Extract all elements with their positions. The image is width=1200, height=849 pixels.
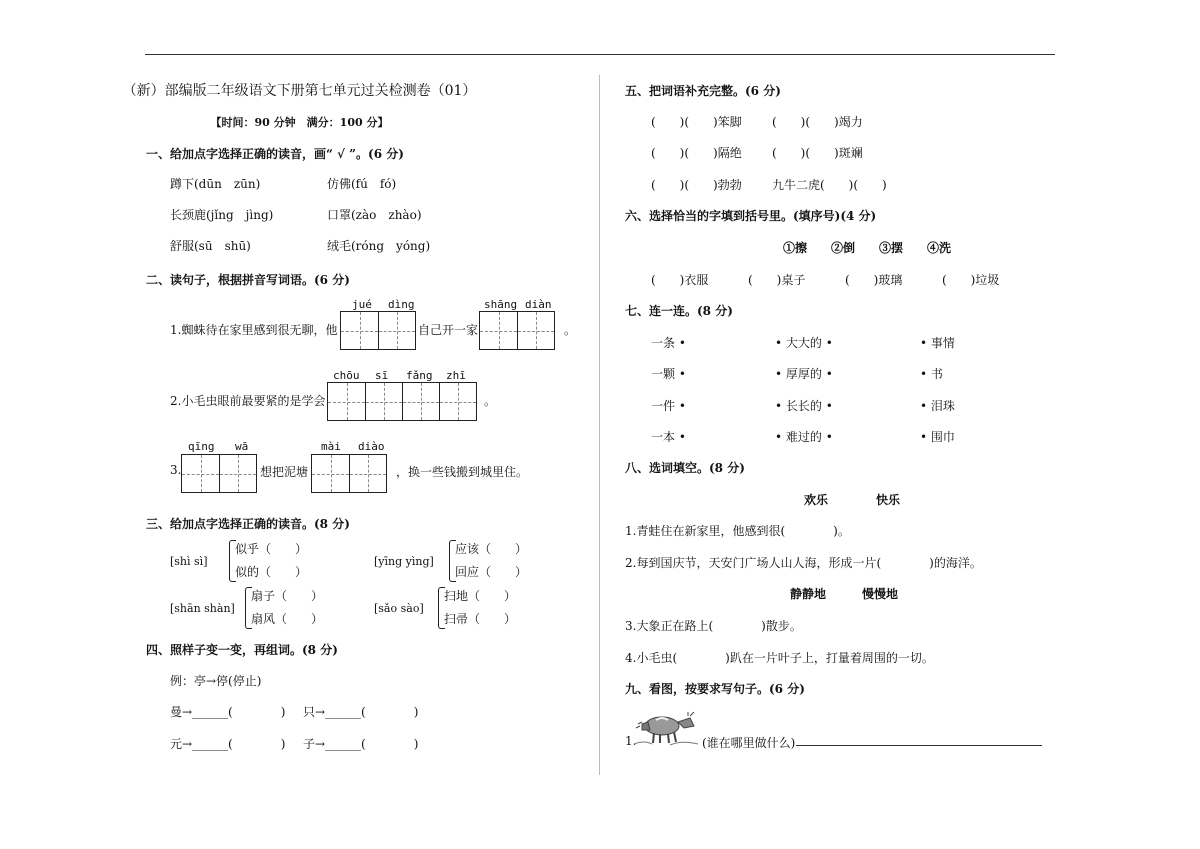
section-8-heading: 八、选词填空。(8 分)	[625, 461, 745, 475]
match-left: 一件	[651, 399, 676, 413]
sec5-item[interactable]: ( )( )勃勃	[651, 178, 742, 192]
sec1-item: 舒服(sū shū)	[170, 239, 251, 253]
writing-grid-5[interactable]	[311, 454, 387, 493]
sec4-item[interactable]: 元→______( )	[170, 737, 286, 751]
section-7-heading: 七、连一连。(8 分)	[625, 304, 733, 318]
polyphone-word[interactable]: 应该（ ）	[455, 542, 528, 556]
sentence-2-start: 2.小毛虫眼前最要紧的是学会	[170, 394, 326, 408]
pinyin-label: chōu	[333, 369, 360, 382]
pinyin-label: wā	[235, 440, 249, 453]
sec6-item[interactable]: ( )桌子	[748, 273, 806, 287]
pinyin-label: fǎng	[406, 369, 433, 382]
sec1-item: 绒毛(róng yóng)	[327, 239, 431, 253]
pinyin-label: jué	[352, 298, 372, 311]
answer-line[interactable]	[796, 744, 1042, 746]
sec9-prompt: (谁在哪里做什么)	[702, 736, 796, 750]
sec1-item: 仿佛(fú fó)	[327, 177, 397, 191]
section-9-heading: 九、看图，按要求写句子。(6 分)	[625, 682, 805, 696]
match-right: 泪珠	[930, 399, 955, 413]
polyphone-word[interactable]: 扫地（ ）	[444, 589, 517, 603]
sec6-item[interactable]: ( )衣服	[651, 273, 709, 287]
pinyin-label: shāng	[484, 298, 518, 311]
match-right: 围巾	[930, 430, 955, 444]
sec9-number: 1.	[625, 734, 637, 748]
sec6-item[interactable]: ( )玻璃	[845, 273, 903, 287]
match-mid: 长长的	[785, 399, 822, 413]
sentence-3-start: 3.	[170, 463, 182, 477]
match-left: 一颗	[651, 367, 676, 381]
sec5-item[interactable]: 九牛二虎( )( )	[772, 178, 887, 192]
pinyin-label: sī	[375, 369, 389, 382]
column-divider	[599, 75, 600, 775]
sec6-options: ①擦 ②倒 ③摆 ④洗	[783, 241, 952, 255]
pinyin-label: dìng	[388, 298, 415, 311]
sec8-words-2: 静静地 慢慢地	[790, 587, 899, 601]
sec4-item[interactable]: 曼→______( )	[170, 705, 286, 719]
pinyin-label: mài	[321, 440, 341, 453]
match-right: 事情	[930, 336, 955, 350]
sec5-item[interactable]: ( )( )竭力	[772, 115, 863, 129]
sentence-2-end: 。	[484, 394, 497, 408]
section-4-heading: 四、照样子变一变，再组词。(8 分)	[146, 643, 338, 657]
sentence-3-end: ，换一些钱搬到城里住。	[396, 465, 529, 479]
match-left: 一本	[651, 430, 676, 444]
sec6-item[interactable]: ( )垃圾	[942, 273, 1000, 287]
sec8-question[interactable]: 1.青蛙住在新家里，他感到很( )。	[625, 524, 850, 538]
polyphone-word[interactable]: 似乎（ ）	[235, 542, 308, 556]
section-3-heading: 三、给加点字选择正确的读音。(8 分)	[146, 517, 350, 531]
match-left: 一条	[651, 336, 676, 350]
sentence-1-start: 1.蜘蛛待在家里感到很无聊，他	[170, 323, 338, 337]
exam-info: 【时间：90 分钟 满分：100 分】	[210, 116, 389, 129]
section-5-heading: 五、把词语补充完整。(6 分)	[625, 84, 781, 98]
page-title: （新）部编版二年级语文下册第七单元过关检测卷（01）	[122, 83, 477, 99]
sentence-3-mid: 想把泥塘	[260, 465, 309, 479]
sec8-question[interactable]: 4.小毛虫( )趴在一片叶子上，打量着周围的一切。	[625, 651, 934, 665]
polyphone-word[interactable]: 扇风（ ）	[251, 612, 324, 626]
cow-illustration	[632, 702, 700, 746]
section-6-heading: 六、选择恰当的字填到括号里。(填序号)(4 分)	[625, 209, 877, 223]
sec4-example: 例：亭→停(停止)	[170, 674, 262, 688]
polyphone-pinyin: [yīng yìng]	[374, 555, 434, 568]
section-1-heading: 一、给加点字选择正确的读音，画“ √ ”。(6 分)	[146, 147, 404, 161]
top-rule	[145, 54, 1055, 55]
sec1-item: 长颈鹿(jǐng jìng)	[170, 208, 274, 222]
pinyin-label: diào	[358, 440, 385, 453]
writing-grid-4[interactable]	[181, 454, 257, 493]
sec4-item[interactable]: 只→______( )	[303, 705, 419, 719]
match-mid: 难过的	[785, 430, 822, 444]
pinyin-label: diàn	[525, 298, 552, 311]
sentence-1-end: 。	[564, 323, 577, 337]
sec5-item[interactable]: ( )( )笨脚	[651, 115, 742, 129]
pinyin-label: qīng	[188, 440, 215, 453]
polyphone-word[interactable]: 似的（ ）	[235, 565, 308, 579]
sec5-item[interactable]: ( )( )隔绝	[651, 146, 742, 160]
polyphone-pinyin: [sǎo sào]	[374, 602, 424, 615]
sec1-item: 口罩(zào zhào)	[327, 208, 422, 222]
polyphone-word[interactable]: 回应（ ）	[455, 565, 528, 579]
polyphone-pinyin: [shì sì]	[170, 555, 208, 568]
sec5-item[interactable]: ( )( )斑斓	[772, 146, 863, 160]
polyphone-pinyin: [shān shàn]	[170, 602, 235, 615]
sec8-question[interactable]: 3.大象正在路上( )散步。	[625, 619, 802, 633]
match-right: 书	[930, 367, 943, 381]
polyphone-word[interactable]: 扫帚（ ）	[444, 612, 517, 626]
match-mid: 厚厚的	[785, 367, 822, 381]
section-2-heading: 二、读句子，根据拼音写词语。(6 分)	[146, 273, 350, 287]
match-mid: 大大的	[785, 336, 822, 350]
writing-grid-1[interactable]	[340, 311, 416, 350]
sec1-item: 蹲下(dūn zūn)	[170, 177, 261, 191]
sec4-item[interactable]: 子→______( )	[303, 737, 419, 751]
polyphone-word[interactable]: 扇子（ ）	[251, 589, 324, 603]
sentence-1-mid: 自己开一家	[418, 323, 479, 337]
writing-grid-3[interactable]	[327, 382, 477, 421]
sec8-question[interactable]: 2.每到国庆节，天安门广场人山人海，形成一片( )的海洋。	[625, 556, 982, 570]
sec8-words-1: 欢乐 快乐	[804, 493, 901, 507]
pinyin-label: zhī	[446, 369, 466, 382]
writing-grid-2[interactable]	[479, 311, 555, 350]
